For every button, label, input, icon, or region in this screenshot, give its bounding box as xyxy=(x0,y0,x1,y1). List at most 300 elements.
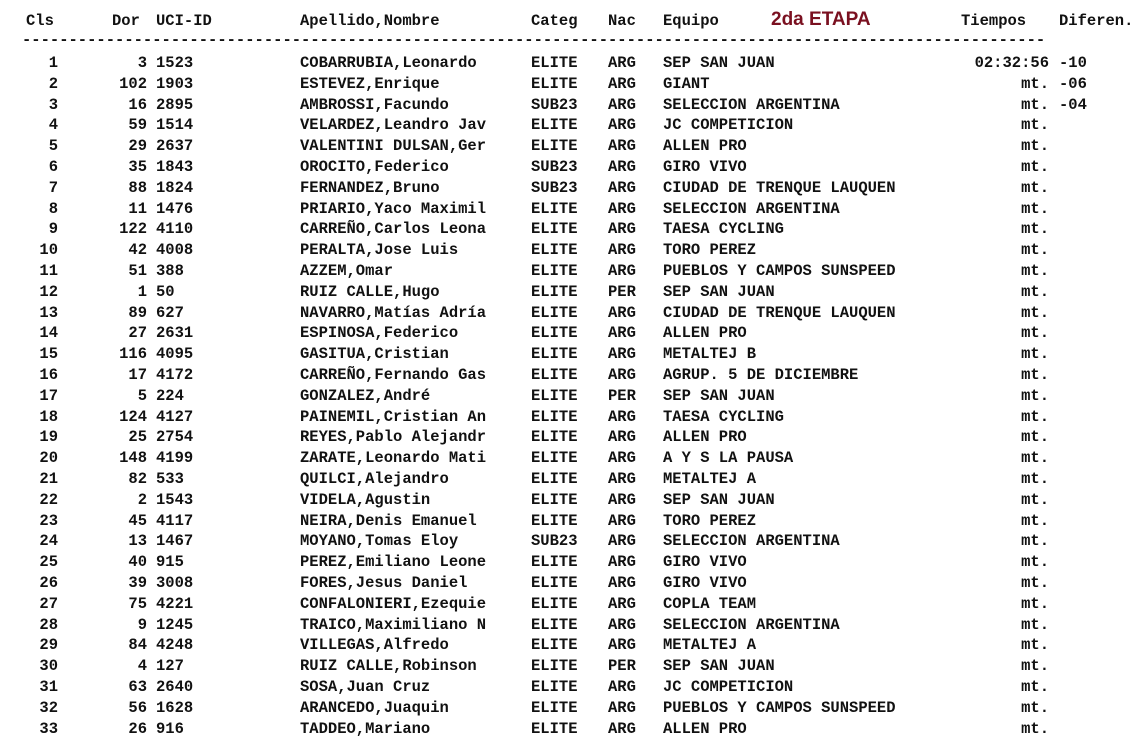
cell-nac: PER xyxy=(608,657,636,676)
table-row xyxy=(0,573,1143,594)
cell-team: JC COMPETICION xyxy=(663,116,794,135)
cell-uci: 127 xyxy=(156,657,184,676)
table-row xyxy=(0,344,1143,365)
table-row xyxy=(0,531,1143,552)
cell-time: mt. xyxy=(1021,137,1049,156)
cell-team: METALTEJ A xyxy=(663,469,757,488)
cell-categ: ELITE xyxy=(531,594,578,613)
cell-name: MOYANO,Tomas Eloy xyxy=(300,532,459,551)
cell-dor: 17 xyxy=(128,365,147,384)
cell-team: SEP SAN JUAN xyxy=(663,282,775,301)
cell-dor: 3 xyxy=(137,54,147,72)
results-table xyxy=(0,53,1143,739)
cell-name: SOSA,Juan Cruz xyxy=(300,677,431,696)
cell-uci: 4117 xyxy=(156,511,194,530)
cell-name: PRIARIO,Yaco Maximil xyxy=(300,199,487,218)
cell-categ: ELITE xyxy=(531,116,578,135)
cell-dor: 82 xyxy=(128,469,147,488)
cell-cls: 18 xyxy=(39,407,58,426)
cell-team: PUEBLOS Y CAMPOS SUNSPEED xyxy=(663,261,896,280)
cell-team: GIANT xyxy=(663,74,710,93)
header-name: Apellido,Nombre xyxy=(300,12,440,30)
cell-name: CARREÑO,Carlos Leona xyxy=(300,220,487,239)
cell-nac: PER xyxy=(608,282,636,301)
cell-dor: 29 xyxy=(128,137,147,156)
header-time: Tiempos xyxy=(961,12,1027,30)
cell-nac: ARG xyxy=(608,469,636,488)
cell-categ: ELITE xyxy=(531,490,578,509)
cell-nac: ARG xyxy=(608,157,636,176)
cell-categ: ELITE xyxy=(531,199,578,218)
table-row xyxy=(0,407,1143,428)
table-row xyxy=(0,199,1143,220)
cell-cls: 5 xyxy=(48,137,58,156)
cell-time: mt. xyxy=(1021,116,1049,135)
cell-name: NEIRA,Denis Emanuel xyxy=(300,511,477,530)
cell-uci: 224 xyxy=(156,386,184,405)
cell-cls: 16 xyxy=(39,365,58,384)
cell-cls: 4 xyxy=(48,116,58,135)
cell-uci: 2640 xyxy=(156,677,194,696)
cell-time: mt. xyxy=(1021,74,1049,93)
cell-dor: 27 xyxy=(128,324,147,343)
cell-uci: 4127 xyxy=(156,407,194,426)
cell-dor: 56 xyxy=(128,698,147,717)
cell-team: METALTEJ A xyxy=(663,636,757,655)
cell-categ: ELITE xyxy=(531,657,578,676)
cell-dor: 122 xyxy=(119,220,147,239)
table-row xyxy=(0,719,1143,739)
cell-categ: ELITE xyxy=(531,719,578,738)
cell-categ: ELITE xyxy=(531,636,578,655)
cell-name: NAVARRO,Matías Adría xyxy=(300,303,487,322)
cell-uci: 388 xyxy=(156,261,184,280)
cell-team: AGRUP. 5 DE DICIEMBRE xyxy=(663,365,859,384)
cell-name: VIDELA,Agustin xyxy=(300,490,431,509)
cell-uci: 4248 xyxy=(156,636,194,655)
cell-team: CIUDAD DE TRENQUE LAUQUEN xyxy=(663,303,896,322)
cell-name: VELARDEZ,Leandro Jav xyxy=(300,116,487,135)
cell-diff: -04 xyxy=(1059,95,1087,114)
cell-team: ALLEN PRO xyxy=(663,137,747,156)
cell-team: SEP SAN JUAN xyxy=(663,386,775,405)
cell-dor: 35 xyxy=(128,157,147,176)
cell-uci: 1467 xyxy=(156,532,194,551)
table-row xyxy=(0,115,1143,136)
cell-name: PAINEMIL,Cristian An xyxy=(300,407,487,426)
cell-uci: 1824 xyxy=(156,178,194,197)
cell-categ: ELITE xyxy=(531,407,578,426)
cell-team: SELECCION ARGENTINA xyxy=(663,199,840,218)
cell-time: mt. xyxy=(1021,449,1049,468)
cell-name: PEREZ,Emiliano Leone xyxy=(300,553,487,572)
cell-name: ESTEVEZ,Enrique xyxy=(300,74,440,93)
cell-name: REYES,Pablo Alejandr xyxy=(300,428,487,447)
cell-team: ALLEN PRO xyxy=(663,428,747,447)
table-row xyxy=(0,240,1143,261)
cell-name: PERALTA,Jose Luis xyxy=(300,241,459,260)
cell-name: AMBROSSI,Facundo xyxy=(300,95,449,114)
cell-dor: 51 xyxy=(128,261,147,280)
cell-time: mt. xyxy=(1021,365,1049,384)
cell-cls: 26 xyxy=(39,573,58,592)
cell-team: GIRO VIVO xyxy=(663,573,747,592)
cell-categ: ELITE xyxy=(531,511,578,530)
table-row xyxy=(0,386,1143,407)
cell-categ: ELITE xyxy=(531,386,578,405)
cell-cls: 21 xyxy=(39,469,58,488)
cell-team: TORO PEREZ xyxy=(663,241,757,260)
cell-cls: 24 xyxy=(39,532,58,551)
cell-name: ZARATE,Leonardo Mati xyxy=(300,449,487,468)
cell-dor: 42 xyxy=(128,241,147,260)
header-diff: Diferen. xyxy=(1059,12,1134,30)
cell-time: mt. xyxy=(1021,386,1049,405)
cell-nac: ARG xyxy=(608,636,636,655)
cell-time: mt. xyxy=(1021,469,1049,488)
cell-dor: 148 xyxy=(119,449,147,468)
cell-cls: 3 xyxy=(48,95,58,114)
cell-cls: 20 xyxy=(39,449,58,468)
separator-line: -------------------------------------------------------------------------------------------------------------- xyxy=(22,33,1046,47)
cell-categ: ELITE xyxy=(531,303,578,322)
cell-cls: 12 xyxy=(39,282,58,301)
cell-dor: 59 xyxy=(128,116,147,135)
cell-time: mt. xyxy=(1021,490,1049,509)
cell-cls: 17 xyxy=(39,386,58,405)
table-row xyxy=(0,178,1143,199)
cell-categ: ELITE xyxy=(531,615,578,634)
cell-team: SEP SAN JUAN xyxy=(663,490,775,509)
cell-cls: 31 xyxy=(39,677,58,696)
cell-team: A Y S LA PAUSA xyxy=(663,449,794,468)
cell-uci: 1514 xyxy=(156,116,194,135)
cell-time: mt. xyxy=(1021,698,1049,717)
cell-dor: 26 xyxy=(128,719,147,738)
cell-dor: 39 xyxy=(128,573,147,592)
cell-name: AZZEM,Omar xyxy=(300,261,394,280)
cell-uci: 4199 xyxy=(156,449,194,468)
cell-categ: ELITE xyxy=(531,137,578,156)
cell-nac: ARG xyxy=(608,345,636,364)
column-header xyxy=(0,10,1143,32)
cell-time: mt. xyxy=(1021,303,1049,322)
cell-time: mt. xyxy=(1021,95,1049,114)
cell-uci: 1245 xyxy=(156,615,194,634)
table-row xyxy=(0,635,1143,656)
cell-name: QUILCI,Alejandro xyxy=(300,469,449,488)
cell-cls: 19 xyxy=(39,428,58,447)
cell-nac: ARG xyxy=(608,199,636,218)
cell-cls: 11 xyxy=(39,261,58,280)
cell-uci: 2754 xyxy=(156,428,194,447)
cell-cls: 23 xyxy=(39,511,58,530)
cell-nac: ARG xyxy=(608,719,636,738)
cell-nac: ARG xyxy=(608,137,636,156)
cell-nac: ARG xyxy=(608,511,636,530)
table-row xyxy=(0,282,1143,303)
cell-name: TRAICO,Maximiliano N xyxy=(300,615,487,634)
header-uci: UCI-ID xyxy=(156,12,212,30)
cell-team: SELECCION ARGENTINA xyxy=(663,615,840,634)
header-cls: Cls xyxy=(26,12,54,30)
cell-team: METALTEJ B xyxy=(663,345,757,364)
cell-categ: ELITE xyxy=(531,553,578,572)
cell-uci: 916 xyxy=(156,719,184,738)
cell-nac: ARG xyxy=(608,553,636,572)
cell-categ: ELITE xyxy=(531,469,578,488)
cell-team: GIRO VIVO xyxy=(663,553,747,572)
cell-cls: 29 xyxy=(39,636,58,655)
cell-uci: 50 xyxy=(156,282,175,301)
cell-time: mt. xyxy=(1021,677,1049,696)
cell-categ: ELITE xyxy=(531,261,578,280)
cell-time: mt. xyxy=(1021,178,1049,197)
cell-team: PUEBLOS Y CAMPOS SUNSPEED xyxy=(663,698,896,717)
cell-categ: SUB23 xyxy=(531,95,578,114)
cell-nac: ARG xyxy=(608,178,636,197)
cell-name: GONZALEZ,André xyxy=(300,386,431,405)
cell-dor: 102 xyxy=(119,74,147,93)
cell-name: RUIZ CALLE,Hugo xyxy=(300,282,440,301)
cell-uci: 1476 xyxy=(156,199,194,218)
cell-uci: 627 xyxy=(156,303,184,322)
table-row xyxy=(0,552,1143,573)
table-row xyxy=(0,303,1143,324)
cell-dor: 88 xyxy=(128,178,147,197)
cell-cls: 25 xyxy=(39,553,58,572)
cell-nac: ARG xyxy=(608,116,636,135)
cell-team: ALLEN PRO xyxy=(663,719,747,738)
cell-dor: 84 xyxy=(128,636,147,655)
cell-time: mt. xyxy=(1021,241,1049,260)
cell-categ: SUB23 xyxy=(531,178,578,197)
table-row xyxy=(0,594,1143,615)
cell-categ: SUB23 xyxy=(531,532,578,551)
cell-uci: 4172 xyxy=(156,365,194,384)
cell-cls: 28 xyxy=(39,615,58,634)
cell-time: mt. xyxy=(1021,657,1049,676)
table-row xyxy=(0,219,1143,240)
cell-categ: ELITE xyxy=(531,428,578,447)
cell-nac: ARG xyxy=(608,220,636,239)
cell-dor: 89 xyxy=(128,303,147,322)
cell-categ: ELITE xyxy=(531,345,578,364)
cell-cls: 8 xyxy=(48,199,58,218)
cell-uci: 4095 xyxy=(156,345,194,364)
cell-uci: 4221 xyxy=(156,594,194,613)
cell-cls: 13 xyxy=(39,303,58,322)
table-row xyxy=(0,365,1143,386)
cell-cls: 30 xyxy=(39,657,58,676)
table-row xyxy=(0,136,1143,157)
cell-categ: ELITE xyxy=(531,698,578,717)
cell-dor: 5 xyxy=(137,386,147,405)
cell-team: GIRO VIVO xyxy=(663,157,747,176)
cell-cls: 9 xyxy=(48,220,58,239)
cell-uci: 1843 xyxy=(156,157,194,176)
cell-dor: 13 xyxy=(128,532,147,551)
cell-dor: 16 xyxy=(128,95,147,114)
cell-categ: ELITE xyxy=(531,220,578,239)
cell-categ: ELITE xyxy=(531,365,578,384)
cell-name: FORES,Jesus Daniel xyxy=(300,573,468,592)
cell-dor: 63 xyxy=(128,677,147,696)
cell-nac: ARG xyxy=(608,532,636,551)
table-row xyxy=(0,74,1143,95)
cell-dor: 75 xyxy=(128,594,147,613)
cell-categ: ELITE xyxy=(531,449,578,468)
table-row xyxy=(0,511,1143,532)
cell-name: ARANCEDO,Juaquin xyxy=(300,698,449,717)
cell-time: mt. xyxy=(1021,511,1049,530)
cell-time: mt. xyxy=(1021,282,1049,301)
table-row xyxy=(0,157,1143,178)
cell-cls: 6 xyxy=(48,157,58,176)
cell-categ: ELITE xyxy=(531,282,578,301)
cell-team: SELECCION ARGENTINA xyxy=(663,95,840,114)
cell-time: mt. xyxy=(1021,553,1049,572)
cell-dor: 45 xyxy=(128,511,147,530)
cell-name: GASITUA,Cristian xyxy=(300,345,449,364)
cell-nac: ARG xyxy=(608,241,636,260)
cell-uci: 1903 xyxy=(156,74,194,93)
cell-categ: ELITE xyxy=(531,74,578,93)
cell-time: mt. xyxy=(1021,573,1049,592)
cell-dor: 4 xyxy=(137,657,147,676)
cell-nac: ARG xyxy=(608,490,636,509)
cell-name: VILLEGAS,Alfredo xyxy=(300,636,449,655)
cell-team: TORO PEREZ xyxy=(663,511,757,530)
cell-nac: ARG xyxy=(608,365,636,384)
cell-diff: -10 xyxy=(1059,54,1087,72)
cell-dor: 116 xyxy=(119,345,147,364)
cell-nac: ARG xyxy=(608,594,636,613)
cell-uci: 533 xyxy=(156,469,184,488)
table-row xyxy=(0,53,1143,74)
cell-name: VALENTINI DULSAN,Ger xyxy=(300,137,487,156)
table-row xyxy=(0,615,1143,636)
cell-time: mt. xyxy=(1021,407,1049,426)
cell-uci: 915 xyxy=(156,553,184,572)
table-row xyxy=(0,427,1143,448)
cell-categ: ELITE xyxy=(531,677,578,696)
cell-categ: ELITE xyxy=(531,573,578,592)
cell-time: mt. xyxy=(1021,636,1049,655)
table-row xyxy=(0,448,1143,469)
cell-uci: 2631 xyxy=(156,324,194,343)
cell-team: SELECCION ARGENTINA xyxy=(663,532,840,551)
cell-team: SEP SAN JUAN xyxy=(663,657,775,676)
cell-team: ALLEN PRO xyxy=(663,324,747,343)
cell-name: FERNANDEZ,Bruno xyxy=(300,178,440,197)
cell-dor: 40 xyxy=(128,553,147,572)
cell-dor: 124 xyxy=(119,407,147,426)
cell-uci: 2895 xyxy=(156,95,194,114)
cell-cls: 14 xyxy=(39,324,58,343)
cell-name: CONFALONIERI,Ezequie xyxy=(300,594,487,613)
cell-time: mt. xyxy=(1021,199,1049,218)
cell-team: SEP SAN JUAN xyxy=(663,54,775,72)
cell-uci: 1543 xyxy=(156,490,194,509)
header-nac: Nac xyxy=(608,12,636,30)
cell-time: mt. xyxy=(1021,532,1049,551)
cell-name: TADDEO,Mariano xyxy=(300,719,431,738)
table-row xyxy=(0,490,1143,511)
cell-name: CARREÑO,Fernando Gas xyxy=(300,365,487,384)
cell-time: mt. xyxy=(1021,345,1049,364)
table-row xyxy=(0,95,1143,116)
cell-cls: 33 xyxy=(39,719,58,738)
cell-cls: 22 xyxy=(39,490,58,509)
cell-nac: ARG xyxy=(608,449,636,468)
cell-nac: ARG xyxy=(608,54,636,72)
cell-cls: 32 xyxy=(39,698,58,717)
cell-nac: ARG xyxy=(608,95,636,114)
cell-nac: ARG xyxy=(608,324,636,343)
cell-cls: 2 xyxy=(48,74,58,93)
cell-time: mt. xyxy=(1021,428,1049,447)
cell-nac: PER xyxy=(608,386,636,405)
cell-cls: 7 xyxy=(48,178,58,197)
cell-time: mt. xyxy=(1021,719,1049,738)
cell-name: COBARRUBIA,Leonardo xyxy=(300,54,477,72)
cell-name: ESPINOSA,Federico xyxy=(300,324,459,343)
cell-categ: ELITE xyxy=(531,241,578,260)
cell-team: TAESA CYCLING xyxy=(663,220,784,239)
cell-categ: SUB23 xyxy=(531,157,578,176)
cell-name: OROCITO,Federico xyxy=(300,157,449,176)
cell-dor: 2 xyxy=(137,490,147,509)
header-team: Equipo xyxy=(663,12,719,30)
cell-cls: 1 xyxy=(48,54,58,72)
cell-dor: 1 xyxy=(137,282,147,301)
table-row xyxy=(0,698,1143,719)
stage-title: 2da ETAPA xyxy=(771,9,871,30)
cell-categ: ELITE xyxy=(531,324,578,343)
cell-time: mt. xyxy=(1021,157,1049,176)
cell-nac: ARG xyxy=(608,615,636,634)
table-row xyxy=(0,261,1143,282)
cell-nac: ARG xyxy=(608,698,636,717)
cell-uci: 1523 xyxy=(156,54,194,72)
cell-name: RUIZ CALLE,Robinson xyxy=(300,657,477,676)
cell-nac: ARG xyxy=(608,677,636,696)
cell-dor: 11 xyxy=(128,199,147,218)
cell-nac: ARG xyxy=(608,407,636,426)
cell-nac: ARG xyxy=(608,74,636,93)
cell-dor: 25 xyxy=(128,428,147,447)
cell-uci: 3008 xyxy=(156,573,194,592)
table-row xyxy=(0,677,1143,698)
cell-time: mt. xyxy=(1021,261,1049,280)
cell-team: TAESA CYCLING xyxy=(663,407,784,426)
cell-team: JC COMPETICION xyxy=(663,677,794,696)
cell-time: mt. xyxy=(1021,220,1049,239)
cell-cls: 15 xyxy=(39,345,58,364)
cell-uci: 2637 xyxy=(156,137,194,156)
cell-time: 02:32:56 xyxy=(974,54,1049,72)
header-dor: Dor xyxy=(112,12,140,30)
cell-nac: ARG xyxy=(608,428,636,447)
cell-time: mt. xyxy=(1021,324,1049,343)
header-categ: Categ xyxy=(531,12,578,30)
cell-diff: -06 xyxy=(1059,74,1087,93)
cell-nac: ARG xyxy=(608,261,636,280)
cell-nac: ARG xyxy=(608,573,636,592)
cell-uci: 4008 xyxy=(156,241,194,260)
cell-dor: 9 xyxy=(137,615,147,634)
